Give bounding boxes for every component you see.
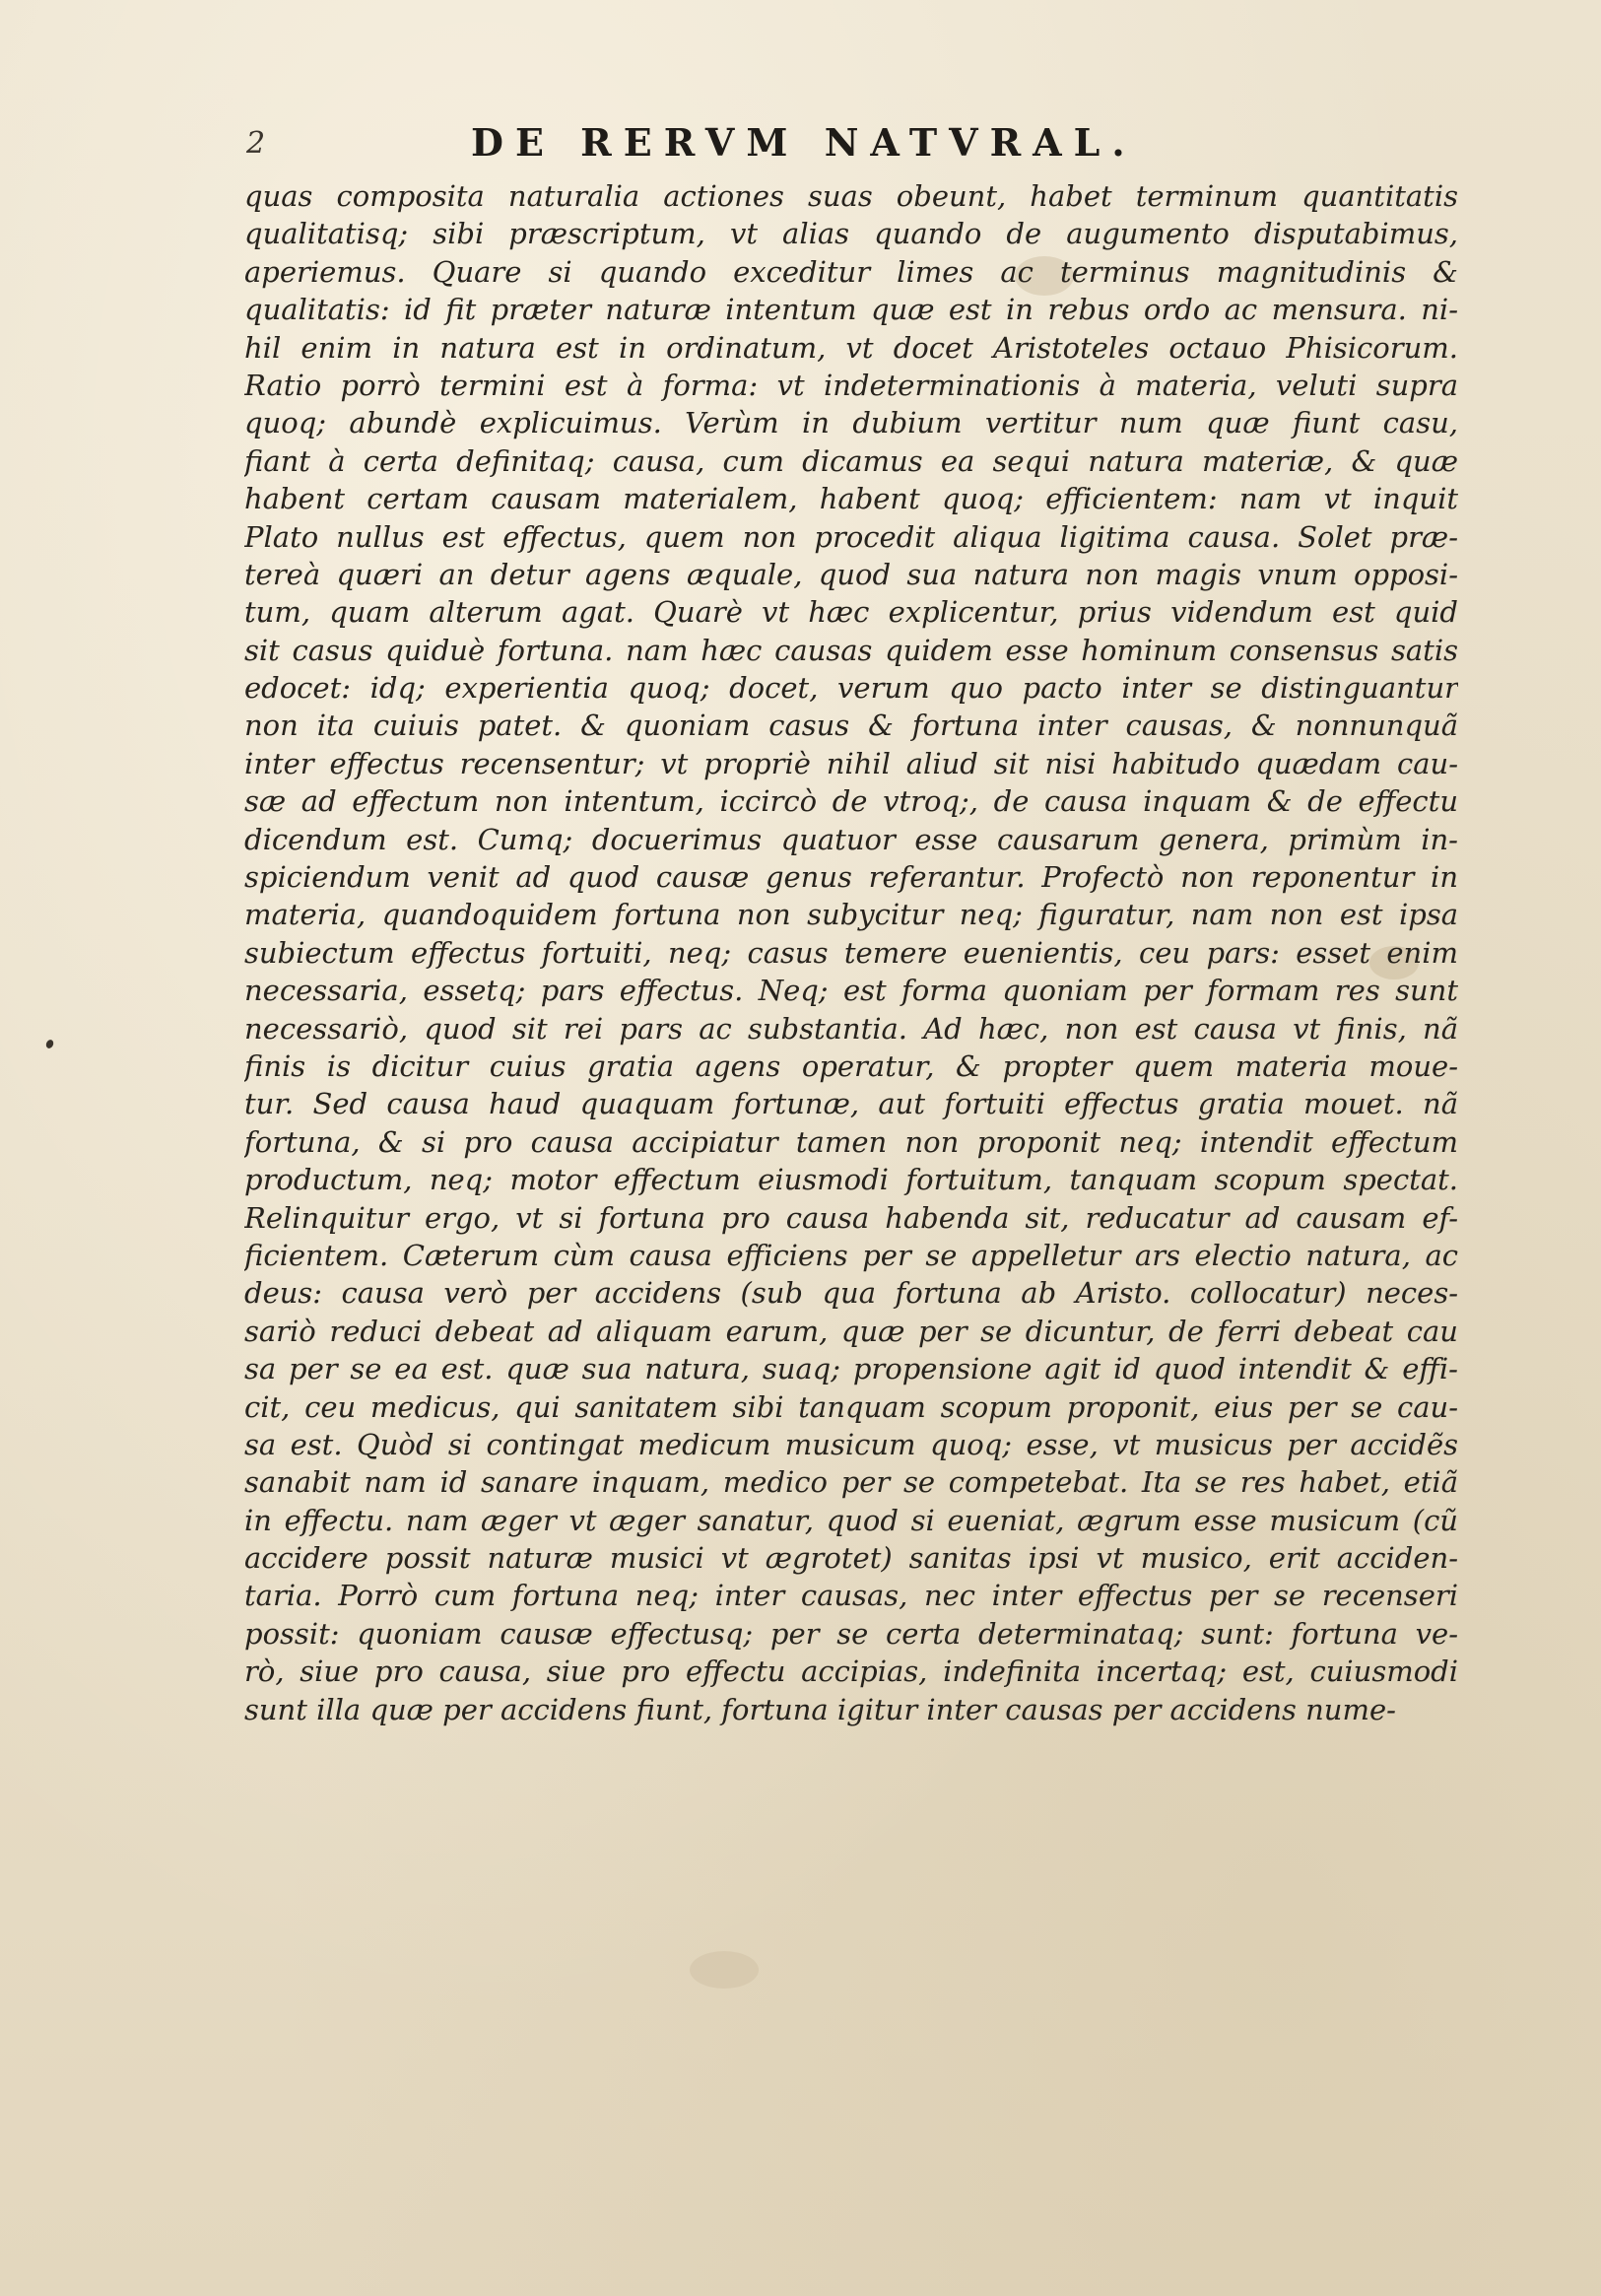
text-line: tur. Sed causa haud quaquam fortunæ, aut fortuiti effectus gratia mouet. nã [244, 1087, 1458, 1121]
paper-stain [690, 1951, 759, 1989]
text-line: taria. Porrò cum fortuna neq; inter causas, nec inter effectus per se recenseri [244, 1579, 1458, 1613]
text-line: qualitatis: id fit præter naturæ intentum quæ est in rebus ordo ac mensura. ni- [244, 293, 1458, 327]
text-line: quoq; abundè explicuimus. Verùm in dubium vertitur num quæ fiunt casu, [244, 406, 1458, 440]
text-line: non ita cuiuis patet. & quoniam casus & fortuna inter causas, & nonnunquã [244, 709, 1458, 743]
text-line: sæ ad effectum non intentum, iccircò de vtroq;, de causa inquam & de effectu [244, 784, 1458, 819]
text-line: fortuna, & si pro causa accipiatur tamen non proponit neq; intendit effectum [244, 1124, 1458, 1159]
text-line: subiectum effectus fortuiti, neq; casus temere euenientis, ceu pars: esset enim [244, 935, 1458, 970]
text-line: fiant à certa definitaq; causa, cum dicamus ea sequi natura materiæ, & quæ [244, 443, 1458, 478]
text-line: sariò reduci debeat ad aliquam earum, quæ per se dicuntur, de ferri debeat cau [244, 1314, 1458, 1348]
text-line: sa est. Quòd si contingat medicum musicum quoq; esse, vt musicus per accidẽs [244, 1427, 1458, 1461]
text-line: Plato nullus est effectus, quem non procedit aliqua ligitima causa. Solet præ- [244, 519, 1458, 554]
text-line: necessariò, quod sit rei pars ac substantia. Ad hæc, non est causa vt finis, nã [244, 1011, 1458, 1046]
text-line: quas composita naturalia actiones suas obeunt, habet terminum quantitatis [244, 179, 1458, 213]
body-text [244, 177, 1458, 1728]
text-line: Relinquitur ergo, vt si fortuna pro causa habenda sit, reducatur ad causam ef- [244, 1200, 1458, 1235]
text-line: materia, quandoquidem fortuna non subycitur neq; figuratur, nam non est ipsa [244, 898, 1458, 932]
text-line: sa per se ea est. quæ sua natura, suaq; propensione agit id quod intendit & effi- [244, 1352, 1458, 1386]
text-line: sunt illa quæ per accidens fiunt, fortuna igitur inter causas per accidens nume- [244, 1692, 1396, 1726]
text-line: habent certam causam materialem, habent quoq; efficientem: nam vt inquit [244, 482, 1458, 516]
text-line: sit casus quiduè fortuna. nam hæc causas quidem esse hominum consensus satis [244, 633, 1458, 667]
text-line: hil enim in natura est in ordinatum, vt docet Aristoteles octauo Phisicorum. [244, 330, 1458, 365]
text-line: dicendum est. Cumq; docuerimus quatuor esse causarum genera, primùm in- [244, 822, 1458, 856]
text-line: edocet: idq; experientia quoq; docet, verum quo pacto inter se distinguantur [244, 671, 1458, 706]
text-line: cit, ceu medicus, qui sanitatem sibi tanquam scopum proponit, eius per se cau- [244, 1389, 1458, 1424]
text-line: possit: quoniam causæ effectusq; per se certa determinataq; sunt: fortuna ve- [244, 1616, 1458, 1651]
text-line: ficientem. Cæterum cùm causa efficiens per se appelletur ars electio natura, ac [244, 1238, 1458, 1272]
text-line: accidere possit naturæ musici vt ægrotet) sanitas ipsi vt musico, erit acciden- [244, 1541, 1458, 1576]
running-head: DE RERVM NATVRAL. [471, 120, 1137, 165]
text-line: in effectu. nam æger vt æger sanatur, quod si eueniat, ægrum esse musicum (cũ [244, 1503, 1458, 1537]
text-line: rò, siue pro causa, siue pro effectu accipias, indefinita incertaq; est, cuiusmodi [244, 1654, 1458, 1689]
text-line: tereà quæri an detur agens æquale, quod sua natura non magis vnum opposi- [244, 557, 1458, 591]
text-line: deus: causa verò per accidens (sub qua fortuna ab Aristo. collocatur) neces- [244, 1276, 1458, 1311]
text-line: tum, quam alterum agat. Quarè vt hæc explicentur, prius videndum est quid [244, 595, 1458, 630]
margin-ink-mark [44, 1039, 54, 1049]
text-line: productum, neq; motor effectum eiusmodi fortuitum, tanquam scopum spectat. [244, 1163, 1458, 1197]
text-line: spiciendum venit ad quod causæ genus referantur. Profectò non reponentur in [244, 860, 1458, 895]
page-number: 2 [246, 126, 266, 161]
text-line: sanabit nam id sanare inquam, medico per se competebat. Ita se res habet, etiã [244, 1465, 1458, 1500]
text-line: inter effectus recensentur; vt propriè nihil aliud sit nisi habitudo quædam cau- [244, 746, 1458, 780]
text-line: finis is dicitur cuius gratia agens operatur, & propter quem materia moue- [244, 1048, 1458, 1083]
text-line: qualitatisq; sibi præscriptum, vt alias quando de augumento disputabimus, [244, 217, 1458, 251]
text-line: Ratio porrò termini est à forma: vt indeterminationis à materia, veluti supra [244, 368, 1458, 402]
text-line: aperiemus. Quare si quando exceditur limes ac terminus magnitudinis & [244, 254, 1458, 289]
text-line: necessaria, essetq; pars effectus. Neq; est forma quoniam per formam res sunt [244, 974, 1458, 1008]
